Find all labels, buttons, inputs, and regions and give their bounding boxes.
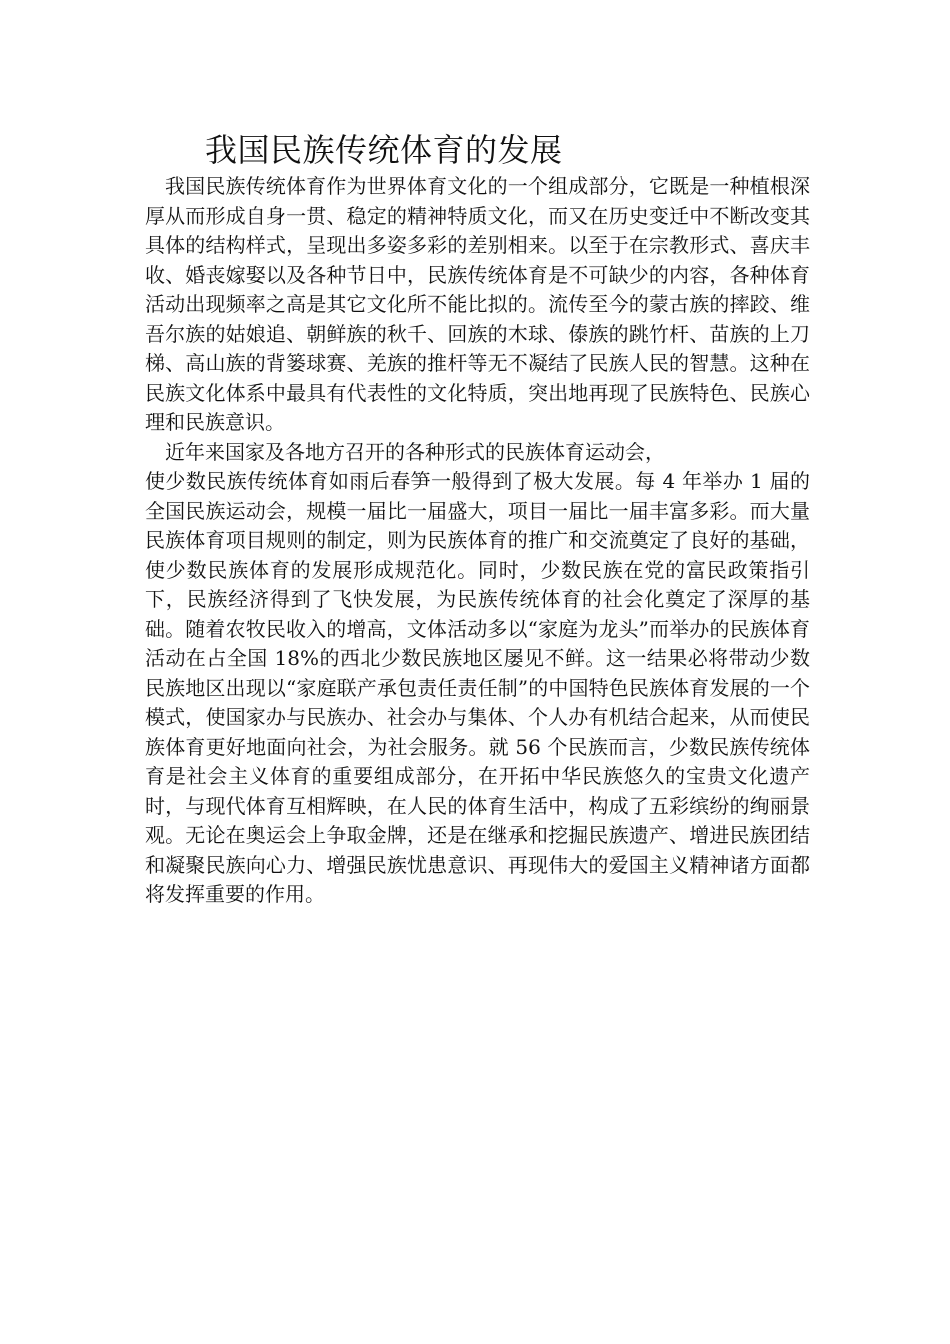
document-body: [145, 172, 810, 910]
paragraph-3: 使少数民族传统体育如雨后春笋一般得到了极大发展。每 4 年举办 1 届的全国民族运动会，规模一届比一届盛大，项目一届比一届丰富多彩。而大量民族体育项目规则的制定，则为民族体育的推广和交流奠定了良好的基础，使少数民族体育的发展形成规范化。同时，少数民族在党的富民政策指引下，民族经济得到了飞快发展，为民族传统体育的社会化奠定了深厚的基础。随着农牧民收入的增高，文体活动多以“家庭为龙头”而举办的民族体育活动在占全国 18%的西北少数民族地区屡见不鲜。这一结果必将带动少数民族地区出现以“家庭联产承包责任责任制”的中国特色民族体育发展的一个模式，使国家办与民族办、社会办与集体、个人办有机结合起来，从而使民族体育更好地面向社会，为社会服务。就 56 个民族而言，少数民族传统体育是社会主义体育的重要组成部分，在开拓中华民族悠久的宝贵文化遗产时，与现代体育互相辉映，在人民的体育生活中，构成了五彩缤纷的绚丽景观。无论在奥运会上争取金牌，还是在继承和挖掘民族遗产、增进民族团结和凝聚民族向心力、增强民族忧患意识、再现伟大的爱国主义精神诸方面都将发挥重要的作用。: [145, 469, 810, 906]
paragraph-1: 我国民族传统体育作为世界体育文化的一个组成部分，它既是一种植根深厚从而形成自身一贯、稳定的精神特质文化，而又在历史变迁中不断改变其具体的结构样式，呈现出多姿多彩的差别相来。以至于在宗教形式、喜庆丰收、婚丧嫁娶以及各种节日中，民族传统体育是不可缺少的内容，各种体育活动出现频率之高是其它文化所不能比拟的。流传至今的蒙古族的摔跤、维吾尔族的姑娘追、朝鲜族的秋千、回族的木球、傣族的跳竹杆、苗族的上刀梯、高山族的背篓球赛、羌族的推杆等无不凝结了民族人民的智慧。这种在民族文化体系中最具有代表性的文化特质，突出地再现了民族特色、民族心理和民族意识。: [145, 174, 810, 434]
paragraph-2: 近年来国家及各地方召开的各种形式的民族体育运动会，: [165, 439, 665, 464]
document-title: 我国民族传统体育的发展: [205, 131, 563, 169]
